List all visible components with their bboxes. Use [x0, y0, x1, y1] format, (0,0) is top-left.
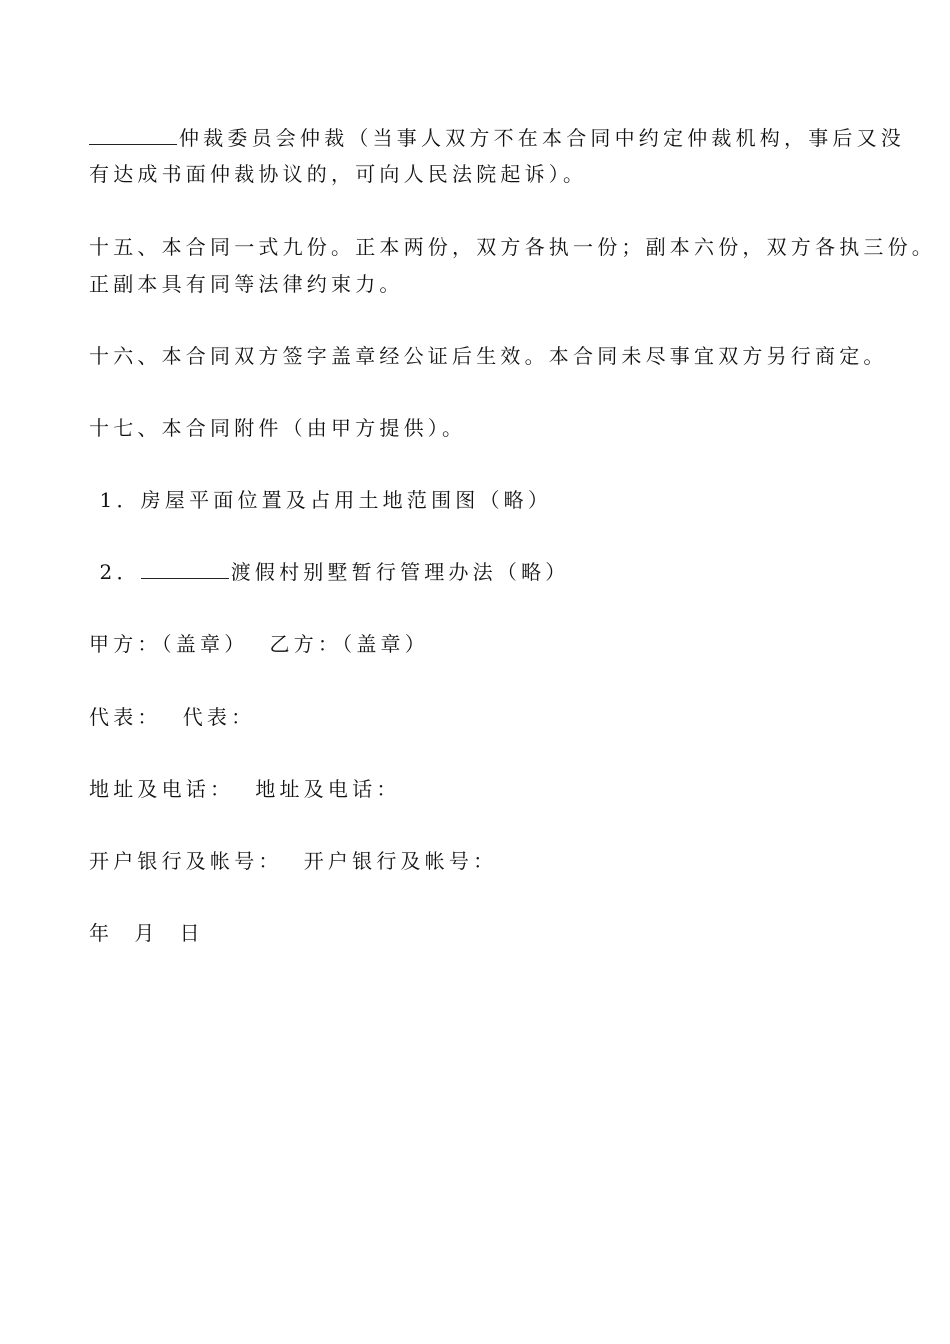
attachment-1: 1．房屋平面位置及占用土地范围图（略） — [89, 488, 553, 512]
signature-address-phone: 地址及电话： 地址及电话： — [89, 777, 401, 801]
signature-representatives: 代表： 代表： — [89, 705, 256, 729]
arbitration-clause-line-2: 有达成书面仲裁协议的，可向人民法院起诉）。 — [89, 162, 588, 186]
attachment-2-number: 2． — [89, 560, 141, 584]
clause-16: 十六、本合同双方签字盖章经公证后生效。本合同未尽事宜双方另行商定。 — [89, 344, 888, 368]
attachment-2 — [89, 558, 570, 586]
attachment-2-text: 渡假村别墅暂行管理办法（略） — [230, 560, 570, 584]
clause-15-line-2: 正副本具有同等法律约束力。 — [89, 272, 404, 296]
signature-date: 年 月 日 — [89, 921, 204, 945]
resort-name-blank — [141, 560, 229, 579]
clause-15-line-1: 十五、本合同一式九份。正本两份，双方各执一份；副本六份，双方各执三份。 — [89, 235, 936, 259]
signature-parties: 甲方：（盖章） 乙方：（盖章） — [89, 632, 429, 656]
signature-bank-account: 开户银行及帐号： 开户银行及帐号： — [89, 849, 498, 873]
clause-17: 十七、本合同附件（由甲方提供）。 — [89, 416, 467, 440]
arbitration-clause-text-1: 仲裁委员会仲裁（当事人双方不在本合同中约定仲裁机构，事后又没 — [179, 126, 905, 150]
arbitration-clause-line-1 — [89, 124, 905, 152]
arbitration-commission-blank — [89, 126, 177, 145]
